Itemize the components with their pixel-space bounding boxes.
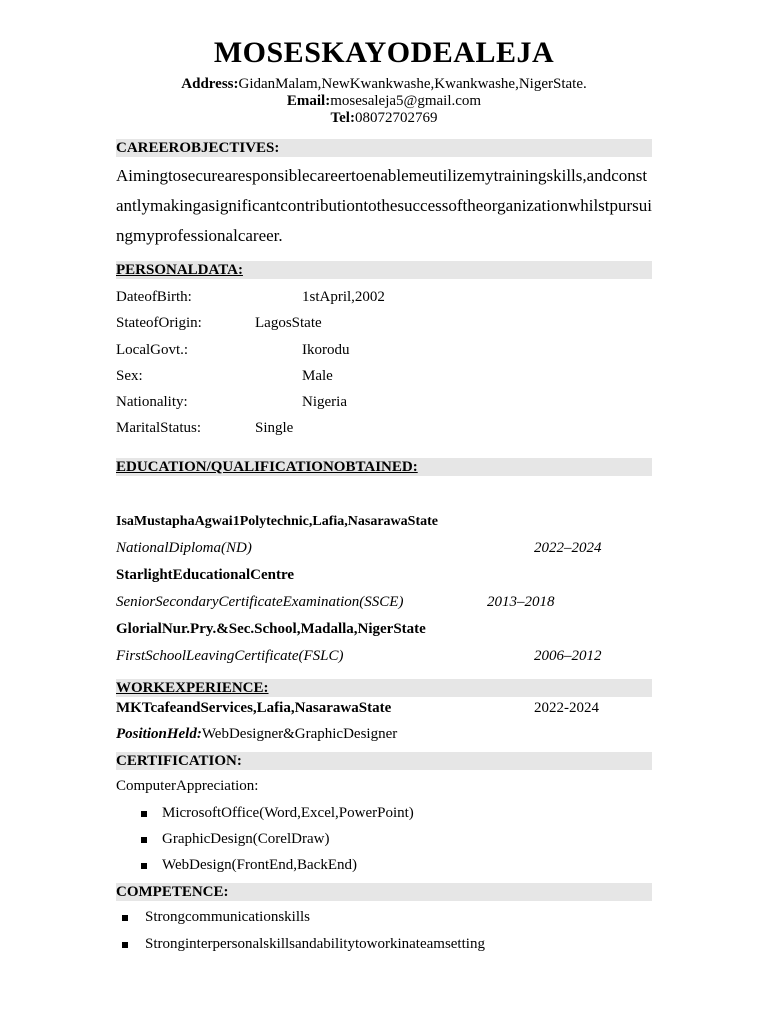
address-line — [116, 76, 652, 93]
tel-line — [116, 110, 652, 127]
career-objectives-heading: CAREEROBJECTIVES: — [116, 139, 652, 157]
education-years: 2022–2024 — [534, 540, 602, 556]
tel-label: Tel: — [330, 110, 355, 126]
personal-row-dob — [116, 289, 192, 306]
certification-intro: ComputerAppreciation: — [116, 778, 259, 794]
competence-item: Stronginterpersonalskillsandabilitytoworkinateamsetting — [145, 936, 485, 952]
personal-row-nationality — [116, 394, 188, 411]
bullet-icon — [141, 837, 147, 843]
work-experience-heading — [116, 679, 652, 697]
position-value: WebDesigner&GraphicDesigner — [201, 726, 398, 742]
personal-row-state — [116, 315, 202, 332]
competence-item: Strongcommunicationskills — [145, 909, 310, 925]
career-objectives-text: Aimingtosecurearesponsiblecareertoenablemeutilizemytrainingskills,andconstantlymakingasignificantcontributiontothesuccessoftheorganizationwhilstpursuingmyprofessionalcareer. — [116, 166, 653, 245]
email-value: mosesaleja5@gmail.com — [330, 93, 482, 109]
state-value: LagosState — [255, 315, 322, 331]
certification-heading: CERTIFICATION: — [116, 752, 652, 770]
marital-value: Single — [255, 420, 294, 436]
work-position-line — [116, 726, 397, 743]
bullet-icon — [141, 863, 147, 869]
marital-label: MaritalStatus: — [116, 420, 201, 436]
position-label: PositionHeld: — [116, 726, 202, 742]
nationality-value: Nigeria — [302, 394, 347, 410]
work-experience-heading-text: WORKEXPERIENCE: — [116, 680, 269, 696]
personal-row-sex — [116, 368, 143, 385]
bullet-icon — [122, 942, 128, 948]
resume-name: MOSESKAYODEALEJA — [213, 36, 555, 69]
education-school: StarlightEducationalCentre — [116, 567, 295, 583]
sex-label: Sex: — [116, 368, 143, 384]
state-label: StateofOrigin: — [116, 315, 202, 331]
tel-value: 08072702769 — [354, 110, 438, 126]
education-qualification: SeniorSecondaryCertificateExamination(SSCE) — [116, 594, 404, 610]
certification-item: MicrosoftOffice(Word,Excel,PowerPoint) — [162, 805, 414, 821]
education-heading — [116, 458, 652, 476]
email-label: Email: — [286, 93, 331, 109]
education-heading-text: EDUCATION/QUALIFICATIONOBTAINED: — [116, 459, 418, 475]
certification-item: WebDesign(FrontEnd,BackEnd) — [162, 857, 357, 873]
education-school: GlorialNur.Pry.&Sec.School,Madalla,NigerState — [116, 621, 426, 637]
work-years: 2022-2024 — [534, 700, 599, 716]
competence-heading: COMPETENCE: — [116, 883, 652, 901]
dob-value: 1stApril,2002 — [302, 289, 385, 305]
dob-label: DateofBirth: — [116, 289, 192, 305]
lga-label: LocalGovt.: — [116, 342, 189, 358]
lga-value: Ikorodu — [302, 342, 350, 358]
education-qualification: FirstSchoolLeavingCertificate(FSLC) — [116, 648, 344, 664]
personal-row-marital — [116, 420, 201, 437]
personal-row-lga — [116, 342, 188, 359]
address-label: Address: — [181, 76, 239, 92]
work-company: MKTcafeandServices,Lafia,NasarawaState — [116, 700, 392, 716]
email-line — [116, 93, 652, 110]
bullet-icon — [141, 811, 147, 817]
education-years: 2006–2012 — [534, 648, 602, 664]
sex-value: Male — [302, 368, 333, 384]
education-school: IsaMustaphaAgwai1Polytechnic,Lafia,NasarawaState — [116, 514, 438, 529]
certification-item: GraphicDesign(CorelDraw) — [162, 831, 330, 847]
personal-data-heading — [116, 261, 652, 279]
address-value: GidanMalam,NewKwankwashe,Kwankwashe,NigerState. — [238, 76, 587, 92]
education-years: 2013–2018 — [487, 594, 555, 610]
personal-data-heading-text: PERSONALDATA: — [116, 262, 243, 278]
bullet-icon — [122, 915, 128, 921]
education-qualification: NationalDiploma(ND) — [116, 540, 252, 556]
nationality-label: Nationality: — [116, 394, 188, 410]
